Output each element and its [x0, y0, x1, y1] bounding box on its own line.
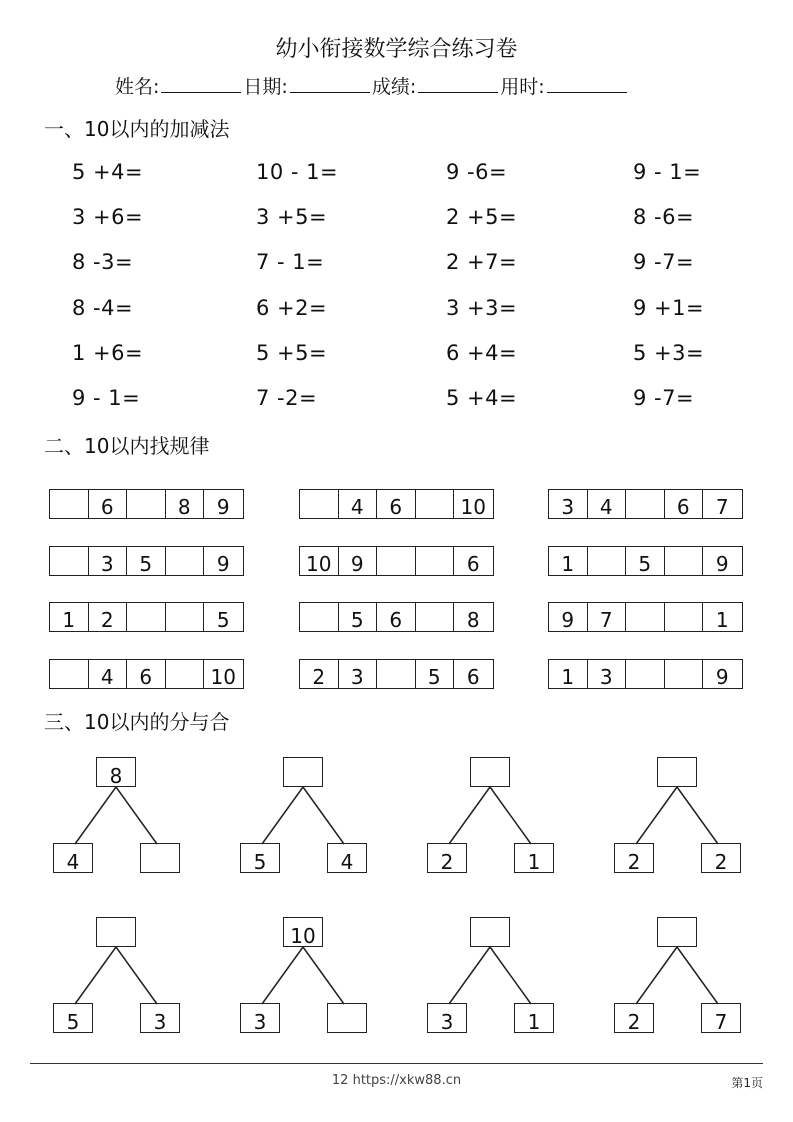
pattern-cell[interactable] — [665, 660, 704, 688]
number-bond-tree — [427, 757, 557, 877]
whole-box[interactable] — [657, 917, 697, 947]
pattern-cell[interactable]: 9 — [216, 552, 230, 576]
date-label: 日期: — [243, 76, 288, 98]
pattern-cell[interactable]: 2 — [89, 603, 128, 631]
section-title-decomposition: 三、10以内的分与合 — [44, 710, 230, 734]
pattern-cell[interactable]: 9 — [216, 495, 230, 519]
number-bond-tree — [614, 757, 744, 877]
part-right-box[interactable]: 7 — [701, 1003, 741, 1033]
pattern-cell[interactable] — [626, 603, 665, 631]
arithmetic-problem: 9 -7= — [633, 386, 695, 410]
whole-box[interactable] — [283, 757, 323, 787]
pattern-cell[interactable]: 1 — [549, 547, 588, 575]
arithmetic-problem: 6 +2= — [256, 296, 328, 320]
number-pattern-strip — [548, 659, 743, 689]
pattern-cell[interactable]: 7 — [588, 603, 627, 631]
whole-box[interactable] — [470, 757, 510, 787]
worksheet-title: 幼小衔接数学综合练习卷 — [275, 37, 518, 62]
pattern-cell[interactable]: 1 — [50, 603, 89, 631]
pattern-cell[interactable] — [166, 660, 205, 688]
time-blank[interactable] — [547, 74, 627, 93]
number-pattern-strip — [49, 489, 244, 519]
arithmetic-problem: 1 +6= — [72, 341, 144, 365]
pattern-cell[interactable] — [127, 490, 166, 518]
arithmetic-problem: 2 +7= — [446, 250, 518, 274]
pattern-cell[interactable]: 8 — [166, 490, 205, 518]
number-bond-tree — [240, 757, 370, 877]
pattern-cell[interactable]: 3 — [339, 660, 378, 688]
pattern-cell[interactable] — [166, 603, 205, 631]
pattern-cell[interactable]: 9 — [339, 547, 378, 575]
part-right-box[interactable]: 1 — [514, 1003, 554, 1033]
whole-box[interactable] — [96, 917, 136, 947]
page-number: 第1页 — [731, 1076, 763, 1090]
whole-box[interactable] — [657, 757, 697, 787]
student-info-row — [115, 72, 629, 99]
number-pattern-strip — [548, 546, 743, 576]
arithmetic-problem: 5 +4= — [446, 386, 518, 410]
number-pattern-strip — [299, 602, 494, 632]
part-left-box[interactable]: 2 — [614, 843, 654, 873]
part-right-box[interactable]: 2 — [701, 843, 741, 873]
pattern-cell[interactable]: 6 — [377, 490, 416, 518]
arithmetic-problem: 3 +3= — [446, 296, 518, 320]
arithmetic-problem: 9 -6= — [446, 160, 508, 184]
arithmetic-problem: 6 +4= — [446, 341, 518, 365]
arithmetic-problem: 2 +5= — [446, 205, 518, 229]
pattern-cell[interactable]: 4 — [89, 660, 128, 688]
number-pattern-strip — [49, 659, 244, 689]
number-pattern-strip — [548, 602, 743, 632]
whole-box[interactable]: 10 — [283, 917, 323, 947]
date-field[interactable] — [243, 72, 371, 99]
footer-url: 12 https://xkw88.cn — [331, 1073, 462, 1088]
footer-divider — [30, 1063, 763, 1064]
part-right-box[interactable] — [327, 1003, 367, 1033]
pattern-cell[interactable] — [626, 490, 665, 518]
number-pattern-strip — [548, 489, 743, 519]
number-pattern-strip — [49, 602, 244, 632]
part-left-box[interactable]: 2 — [427, 843, 467, 873]
arithmetic-problem: 7 - 1= — [256, 250, 325, 274]
section-title-patterns: 二、10以内找规律 — [44, 434, 210, 458]
pattern-cell[interactable]: 4 — [588, 490, 627, 518]
pattern-cell[interactable]: 10 — [460, 495, 486, 519]
part-left-box[interactable]: 4 — [53, 843, 93, 873]
pattern-cell[interactable] — [377, 660, 416, 688]
pattern-cell[interactable]: 3 — [588, 660, 627, 688]
arithmetic-problem: 5 +3= — [633, 341, 705, 365]
arithmetic-problem: 8 -6= — [633, 205, 695, 229]
name-blank[interactable] — [161, 74, 241, 93]
pattern-cell[interactable]: 6 — [89, 490, 128, 518]
pattern-cell[interactable]: 2 — [300, 660, 339, 688]
pattern-cell[interactable]: 10 — [210, 665, 236, 689]
pattern-cell[interactable]: 6 — [466, 552, 480, 576]
pattern-cell[interactable]: 5 — [416, 660, 455, 688]
pattern-cell[interactable] — [127, 603, 166, 631]
pattern-cell[interactable] — [377, 547, 416, 575]
part-right-box[interactable] — [140, 843, 180, 873]
name-label: 姓名: — [115, 76, 160, 98]
pattern-cell[interactable]: 6 — [127, 660, 166, 688]
pattern-cell[interactable] — [416, 603, 455, 631]
pattern-cell[interactable] — [166, 547, 205, 575]
pattern-cell[interactable] — [626, 660, 665, 688]
pattern-cell[interactable] — [300, 603, 339, 631]
arithmetic-problem: 3 +6= — [72, 205, 144, 229]
arithmetic-problem: 9 - 1= — [633, 160, 702, 184]
pattern-cell[interactable]: 7 — [715, 495, 729, 519]
part-left-box[interactable]: 5 — [53, 1003, 93, 1033]
pattern-cell[interactable]: 9 — [715, 552, 729, 576]
number-pattern-strip — [299, 489, 494, 519]
whole-box[interactable]: 8 — [96, 757, 136, 787]
pattern-cell[interactable]: 9 — [715, 665, 729, 689]
number-pattern-strip — [299, 546, 494, 576]
pattern-cell[interactable]: 5 — [127, 547, 166, 575]
whole-box[interactable] — [470, 917, 510, 947]
pattern-cell[interactable] — [588, 547, 627, 575]
pattern-cell[interactable]: 6 — [466, 665, 480, 689]
arithmetic-problem: 9 -7= — [633, 250, 695, 274]
number-bond-tree — [427, 917, 557, 1037]
arithmetic-problem: 8 -4= — [72, 296, 134, 320]
pattern-cell[interactable]: 6 — [377, 603, 416, 631]
number-pattern-strip — [299, 659, 494, 689]
arithmetic-problem: 5 +5= — [256, 341, 328, 365]
part-right-box[interactable]: 1 — [514, 843, 554, 873]
arithmetic-problem: 7 -2= — [256, 386, 318, 410]
part-left-box[interactable]: 2 — [614, 1003, 654, 1033]
pattern-cell[interactable] — [50, 547, 89, 575]
pattern-cell[interactable]: 5 — [339, 603, 378, 631]
pattern-cell[interactable]: 4 — [339, 490, 378, 518]
arithmetic-problem: 10 - 1= — [256, 160, 339, 184]
time-field[interactable] — [500, 72, 628, 99]
pattern-cell[interactable]: 5 — [216, 608, 230, 632]
pattern-cell[interactable]: 10 — [300, 547, 339, 575]
pattern-cell[interactable]: 3 — [549, 490, 588, 518]
number-bond-tree — [53, 757, 183, 877]
arithmetic-problem: 8 -3= — [72, 250, 134, 274]
pattern-cell[interactable]: 5 — [626, 547, 665, 575]
pattern-cell[interactable] — [665, 547, 704, 575]
part-left-box[interactable]: 3 — [427, 1003, 467, 1033]
arithmetic-problem: 5 +4= — [72, 160, 144, 184]
time-label: 用时: — [500, 76, 545, 98]
pattern-cell[interactable]: 3 — [89, 547, 128, 575]
number-bond-tree — [240, 917, 370, 1037]
section-title-arithmetic: 一、10以内的加减法 — [44, 117, 230, 141]
number-pattern-strip — [49, 546, 244, 576]
pattern-cell[interactable] — [50, 490, 89, 518]
part-left-box[interactable]: 3 — [240, 1003, 280, 1033]
pattern-cell[interactable] — [300, 490, 339, 518]
date-blank[interactable] — [290, 74, 370, 93]
score-label: 成绩: — [371, 76, 417, 98]
part-right-box[interactable]: 4 — [327, 843, 367, 873]
number-bond-tree — [614, 917, 744, 1037]
pattern-cell[interactable]: 8 — [466, 608, 480, 632]
arithmetic-problem: 9 +1= — [633, 296, 705, 320]
part-right-box[interactable]: 3 — [140, 1003, 180, 1033]
pattern-cell[interactable]: 1 — [549, 660, 588, 688]
score-field[interactable] — [372, 72, 500, 99]
pattern-cell[interactable]: 9 — [549, 603, 588, 631]
part-left-box[interactable]: 5 — [240, 843, 280, 873]
pattern-cell[interactable]: 1 — [715, 608, 729, 632]
pattern-cell[interactable] — [665, 603, 704, 631]
name-field[interactable] — [115, 72, 243, 99]
number-bond-tree — [53, 917, 183, 1037]
pattern-cell[interactable]: 6 — [665, 490, 704, 518]
score-blank[interactable] — [418, 74, 498, 93]
arithmetic-problem: 3 +5= — [256, 205, 328, 229]
pattern-cell[interactable] — [416, 490, 455, 518]
pattern-cell[interactable] — [50, 660, 89, 688]
pattern-cell[interactable] — [416, 547, 455, 575]
arithmetic-problem: 9 - 1= — [72, 386, 141, 410]
